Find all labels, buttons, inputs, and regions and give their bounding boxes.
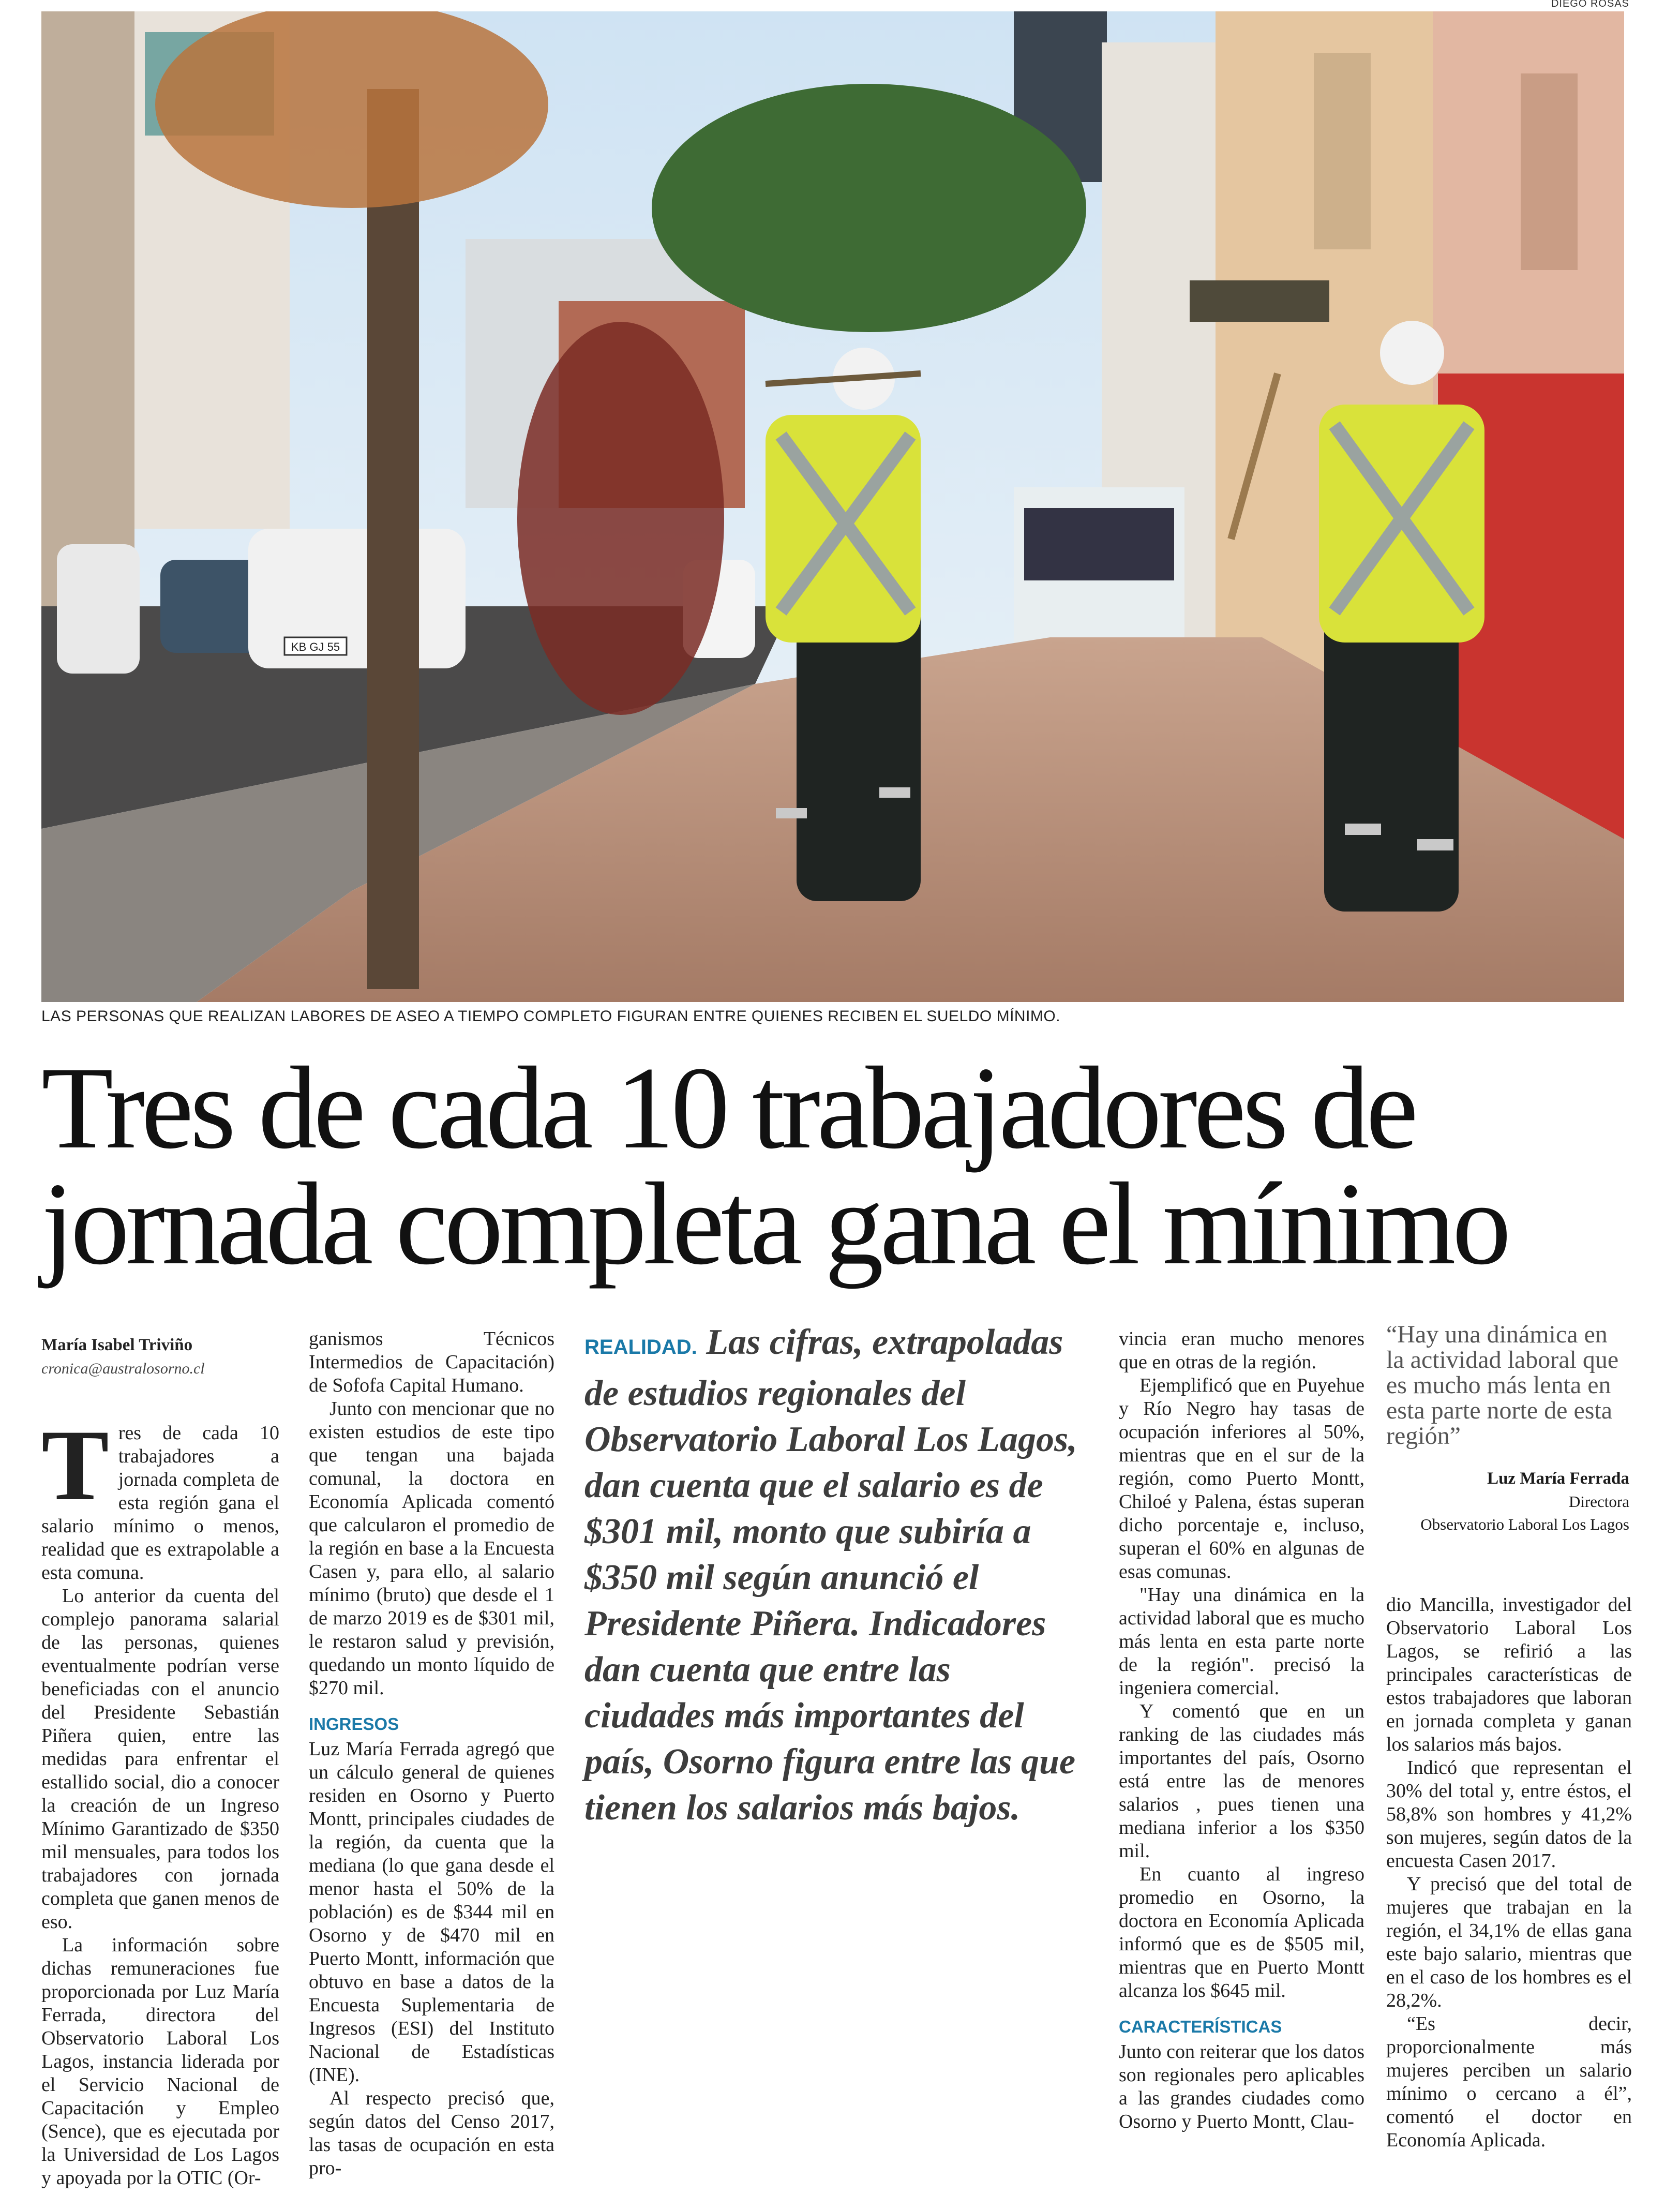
paragraph: Ejemplificó que en Puyehue y Río Negro hay tasas de ocupación inferiores al 50%, mientras que en el sur de la región, como Puerto Montt, Chiloé y Palena, éstas superan dicho porcentaje e, incluso, superan el 60% en algunas de esas comunas. (1119, 1375, 1364, 1582)
pull-quote (584, 1319, 1086, 1831)
column-2 (309, 1327, 554, 2180)
headline (41, 1043, 1645, 1289)
quote-name: Luz María Ferrada (1487, 1469, 1629, 1488)
lead-paragraph (41, 1409, 279, 1585)
pull-quote-tag: REALIDAD. (584, 1336, 697, 1358)
column-5 (1386, 1593, 1632, 2152)
paragraph: Al respecto precisó que, según datos del Censo 2017, las tasas de ocupación en esta pro- (309, 2087, 554, 2179)
paragraph: "Hay una dinámica en la actividad laboral que es mucho más lenta en esta parte norte de la región". precisó la ingeniera comercial. (1119, 1584, 1364, 1699)
street-photo (41, 11, 1624, 1002)
photo-caption: LAS PERSONAS QUE REALIZAN LABORES DE ASEO A TIEMPO COMPLETO FIGURAN ENTRE QUIENES RECIBEN EL SUELDO MÍNIMO. (41, 1008, 1061, 1025)
headline-line-1: Tres de cada 10 trabajadores de (41, 1043, 1415, 1173)
paragraph: En cuanto al ingreso promedio en Osorno, la doctora en Economía Aplicada informó que es de $505 mil, mientras que en Puerto Montt alcanza los $645 mil. (1119, 1863, 1364, 2002)
lead-text: res de cada 10 trabajadores a jornada completa de esta región gana el salario mínimo o menos, realidad que es extrapolable a esta comuna. (41, 1422, 279, 1584)
quote-org: Observatorio Laboral Los Lagos (1420, 1515, 1629, 1533)
author-email[interactable]: cronica@australosorno.cl (41, 1360, 205, 1377)
paragraph: Luz María Ferrada agregó que un cálculo general de quienes residen en Osorno y Puerto Montt, principales ciudades de la región, da cuenta que la mediana (lo que gana desde el menor hasta el 50% de la población) es de $344 mil en Osorno y de $470 mil en Puerto Montt, información que obtuvo en base a datos de la Encuesta Suplementaria de Ingresos (ESI) del Instituto Nacional de Estadísticas (INE). (309, 1738, 554, 2086)
quote-box (1386, 1322, 1629, 1534)
photo-credit: DIEGO ROSAS (1551, 0, 1629, 9)
drop-cap: T (41, 1409, 109, 1521)
paragraph: Junto con mencionar que no existen estudios de este tipo que tengan una bajada comunal, la doctora en Economía Aplicada comentó que calcularon el promedio de la región en base a la Encuesta Casen y, para ello, al salario mínimo (bruto) que desde el 1 de marzo 2019 es de $301 mil, le restaron salud y previsión, quedando un monto líquido de $270 mil. (309, 1398, 554, 1699)
quote-role: Directora (1568, 1492, 1629, 1511)
column-1 (41, 1334, 279, 2190)
paragraph: ganismos Técnicos Intermedios de Capacitación) de Sofofa Capital Humano. (309, 1328, 554, 1396)
paragraph: vincia eran mucho menores que en otras de la región. (1119, 1328, 1364, 1373)
paragraph: dio Mancilla, investigador del Observatorio Laboral Los Lagos, se refirió a las principales características de estos trabajadores que laboran en jornada completa y ganan los salarios más bajos. (1386, 1594, 1632, 1755)
paragraph: “Es decir, proporcionalmente más mujeres perciben un salario mínimo o cercano a él”, comentó el doctor en Economía Aplicada. (1386, 2013, 1632, 2151)
subhead-caracteristicas: CARACTERÍSTICAS (1119, 2017, 1282, 2036)
column-4 (1119, 1327, 1364, 2133)
paragraph: Y precisó que del total de mujeres que trabajan en la región, el 34,1% de ellas gana este bajo salario, mientras que en el caso de los hombres es el 28,2%. (1386, 1873, 1632, 2011)
headline-line-2: jornada completa gana el mínimo (41, 1159, 1508, 1289)
street-photo-illustration (41, 11, 1624, 1002)
car-plate: KB GJ 55 (291, 640, 340, 653)
paragraph: Indicó que representan el 30% del total y, entre éstos, el 58,8% son hombres y 41,2% son mujeres, según datos de la encuesta Casen 2017. (1386, 1757, 1632, 1872)
paragraph: Lo anterior da cuenta del complejo panorama salarial de las personas, quienes eventualmente podrían verse beneficiadas con el anuncio del Presidente Sebastián Piñera quien, entre las medidas para enfrentar el estallido social, dio a conocer la creación de un Ingreso Mínimo Garantizado de $350 mil mensuales, para todos los trabajadores con jornada completa que ganen menos de eso. (41, 1585, 279, 1933)
subhead-ingresos: INGRESOS (309, 1714, 399, 1734)
quote-text: “Hay una dinámica en la actividad laboral que es mucho más lenta en esta parte norte de esta región” (1386, 1321, 1619, 1450)
paragraph: La información sobre dichas remuneraciones fue proporcionada por Luz María Ferrada, directora del Observatorio Laboral Los Lagos, instancia liderada por el Servicio Nacional de Capacitación y Empleo (Sence), que es ejecutada por la Universidad de Los Lagos y apoyada por la OTIC (Or- (41, 1934, 279, 2189)
paragraph: Junto con reiterar que los datos son regionales pero aplicables a las grandes ciudades como Osorno y Puerto Montt, Clau- (1119, 2041, 1364, 2132)
paragraph: Y comentó que en un ranking de las ciudades más importantes del país, Osorno está entre las de menores salarios , pues tienen una mediana inferior a los $350 mil. (1119, 1700, 1364, 1862)
pull-quote-text: Las cifras, extrapoladas de estudios regionales del Observatorio Laboral Los Lagos, dan cuenta que el salario es de $301 mil, monto que subiría a $350 mil según anunció el Presidente Piñera. Indicadores dan cuenta que entre las ciudades más importantes del país, Osorno figura entre las que tienen los salarios más bajos. (584, 1322, 1077, 1828)
author-name: María Isabel Triviño (41, 1336, 193, 1354)
